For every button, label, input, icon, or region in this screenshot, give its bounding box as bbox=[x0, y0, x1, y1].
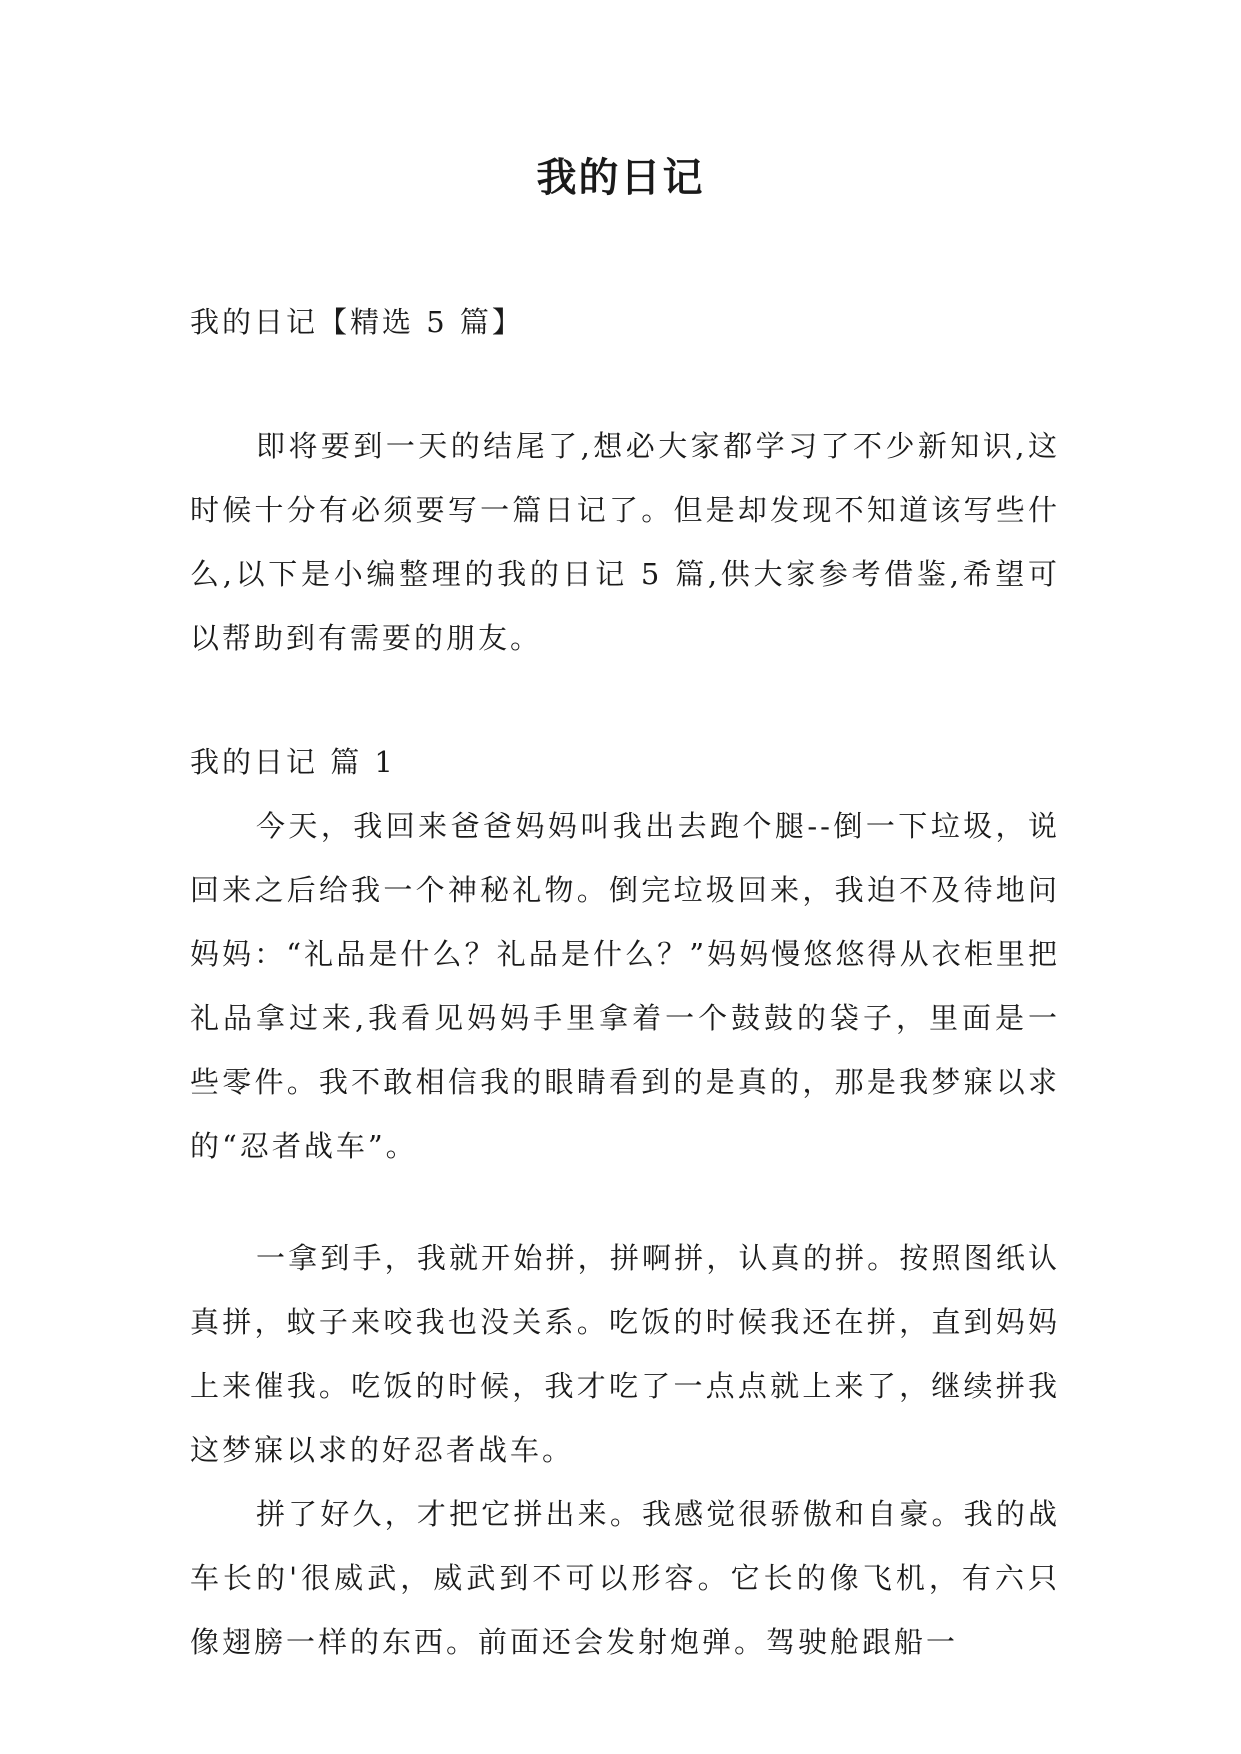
spacer bbox=[190, 354, 1060, 414]
document-body bbox=[190, 290, 1060, 1674]
document-title: 我的日记 bbox=[536, 154, 705, 201]
section-heading: 我的日记 篇 1 bbox=[190, 745, 396, 779]
document-subtitle: 我的日记【精选 5 篇】 bbox=[190, 305, 524, 339]
section-paragraph: 今天，我回来爸爸妈妈叫我出去跑个腿--倒一下垃圾，说回来之后给我一个神秘礼物。倒完垃圾回来，我迫不及待地问妈妈：“礼品是什么？礼品是什么？”妈妈慢悠悠得从衣柜里把礼品拿过来,我看见妈妈手里拿着一个鼓鼓的袋子，里面是一些零件。我不敢相信我的眼睛看到的是真的，那是我梦寐以求的“忍者战车”。 bbox=[190, 809, 1060, 1163]
section-paragraph: 一拿到手，我就开始拼，拼啊拼，认真的拼。按照图纸认真拼，蚊子来咬我也没关系。吃饭的时候我还在拼，直到妈妈上来催我。吃饭的时候，我才吃了一点点就上来了，继续拼我这梦寐以求的好忍者战车。 bbox=[190, 1241, 1060, 1467]
spacer bbox=[190, 670, 1060, 730]
intro-paragraph: 即将要到一天的结尾了,想必大家都学习了不少新知识,这时候十分有必须要写一篇日记了。但是却发现不知道该写些什么,以下是小编整理的我的日记 5 篇,供大家参考借鉴,希望可以帮助到有需要的朋友。 bbox=[190, 429, 1060, 655]
section-paragraph: 拼了好久，才把它拼出来。我感觉很骄傲和自豪。我的战车长的'很威武，威武到不可以形容。它长的像飞机，有六只像翅膀一样的东西。前面还会发射炮弹。驾驶舱跟船一 bbox=[190, 1497, 1060, 1659]
spacer bbox=[190, 1178, 1060, 1226]
